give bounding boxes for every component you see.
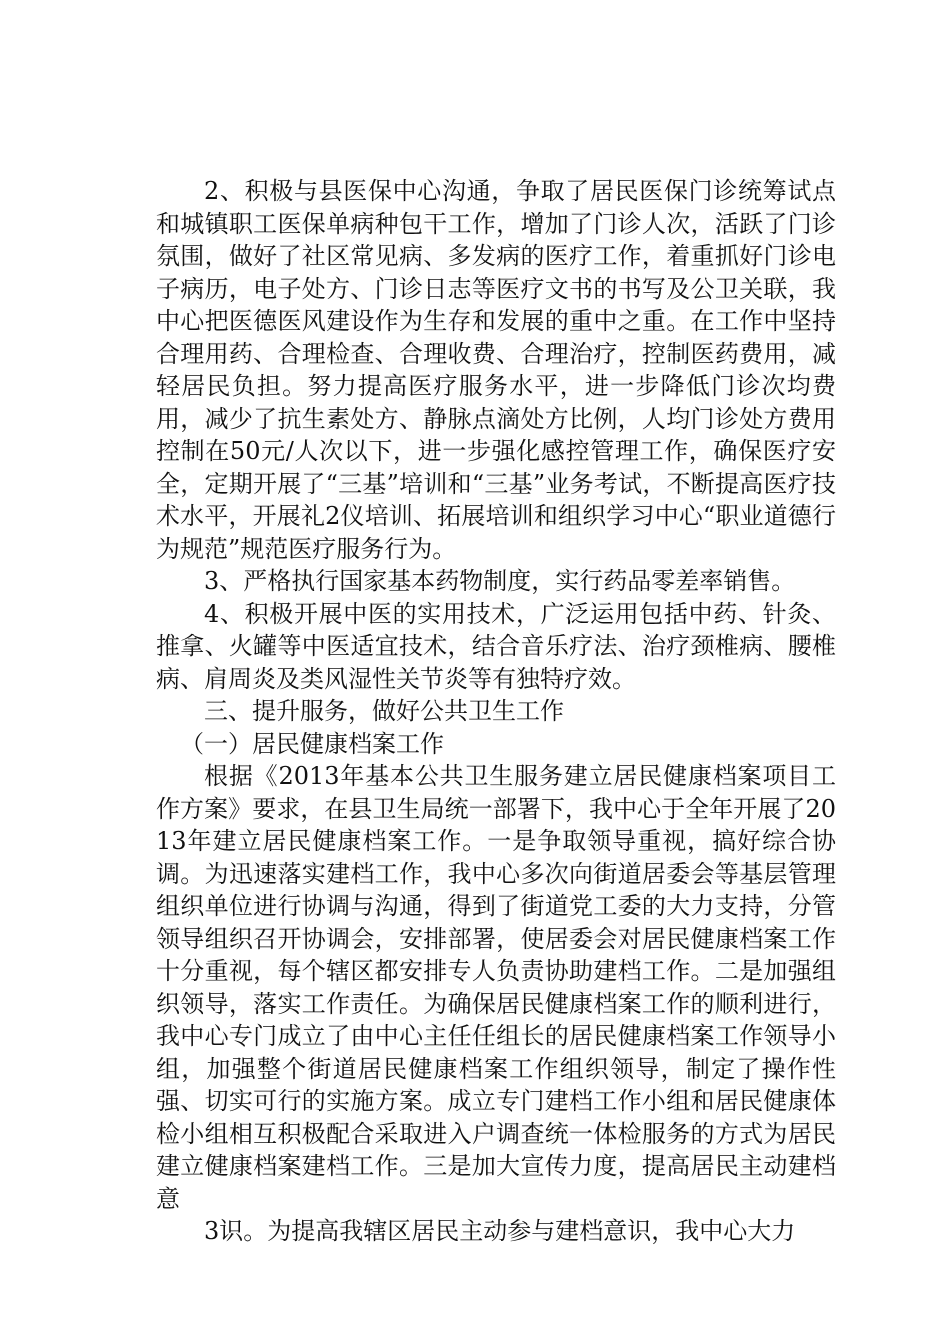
paragraph-tcm-techniques: 4、积极开展中医的实用技术，广泛运用包括中药、针灸、推拿、火罐等中医适宜技术，结合音乐疗法、治疗颈椎病、腰椎病、肩周炎及类风湿性关节炎等有独特疗效。: [156, 599, 836, 693]
subsection-heading-health-records: （一）居民健康档案工作: [180, 729, 444, 758]
paragraph-medical-insurance: 2、积极与县医保中心沟通，争取了居民医保门诊统筹试点和城镇职工医保单病种包干工作，增加了门诊人次，活跃了门诊氛围，做好了社区常见病、多发病的医疗工作，着重抓好门诊电子病历，电子处方、门诊日志等医疗文书的书写及公卫关联，我中心把医德医风建设作为生存和发展的重中之重。在工作中坚持合理用药、合理检查、合理收费、合理治疗，控制医药费用，减轻居民负担。努力提高医疗服务水平，进一步降低门诊次均费用，减少了抗生素处方、静脉点滴处方比例，人均门诊处方费用控制在50元/人次以下，进一步强化感控管理工作，确保医疗安全，定期开展了“三基”培训和“三基”业务考试，不断提高医疗技术水平，开展礼2仪培训、拓展培训和组织学习中心“职业道德行为规范”规范医疗服务行为。: [156, 177, 836, 563]
document-body: [156, 175, 836, 1248]
section-heading-public-health: 三、提升服务，做好公共卫生工作: [204, 697, 564, 725]
paragraph-resident-awareness: 3识。为提高我辖区居民主动参与建档意识，我中心大力: [204, 1217, 796, 1245]
paragraph-health-records: 根据《2013年基本公共卫生服务建立居民健康档案项目工作方案》要求，在县卫生局统一部署下，我中心于全年开展了2013年建立居民健康档案工作。一是争取领导重视，搞好综合协调。为迅速落实建档工作，我中心多次向街道居委会等基层管理组织单位进行协调与沟通，得到了街道党工委的大力支持，分管领导组织召开协调会，安排部署，使居委会对居民健康档案工作十分重视，每个辖区都安排专人负责协助建档工作。二是加强组织领导，落实工作责任。为确保居民健康档案工作的顺利进行，我中心专门成立了由中心主任任组长的居民健康档案工作领导小组，加强整个街道居民健康档案工作组织领导，制定了操作性强、切实可行的实施方案。成立专门建档工作小组和居民健康体检小组相互积极配合采取进入户调查统一体检服务的方式为居民建立健康档案建档工作。三是加大宣传力度，提高居民主动建档意: [156, 762, 836, 1213]
paragraph-essential-drugs: 3、严格执行国家基本药物制度，实行药品零差率销售。: [204, 567, 796, 595]
